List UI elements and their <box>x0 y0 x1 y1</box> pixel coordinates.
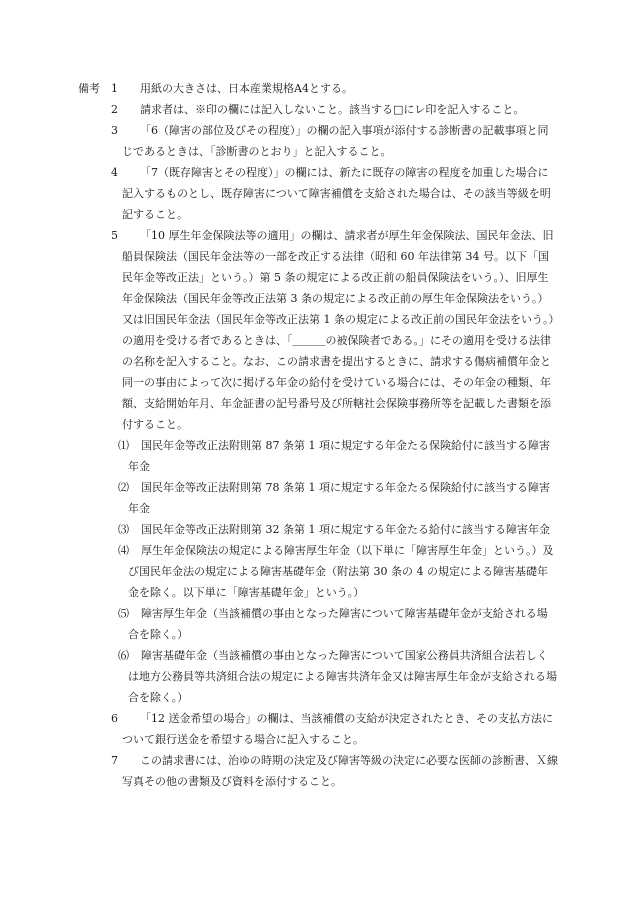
subitem-number: ⑹ <box>118 649 129 662</box>
subitem-4 <box>78 540 558 603</box>
note-number: 2 <box>111 103 118 116</box>
subitem-number: ⑵ <box>118 481 129 494</box>
note-number: 1 <box>111 82 118 95</box>
note-text: この請求書には、治ゆの時期の決定及び障害等級の決定に必要な医師の診断書、Ｘ線写真その他の書類及び資料を添付すること。 <box>122 754 558 788</box>
subitem-number: ⑴ <box>118 439 129 452</box>
subitem-text: 国民年金等改正法附則第 87 条第 1 項に規定する年金たる保険給付に該当する障害年金 <box>128 439 550 473</box>
note-5 <box>78 225 558 435</box>
note-1 <box>78 78 558 99</box>
note-4 <box>78 162 558 225</box>
subitem-text: 障害基礎年金（当該補償の事由となった障害について国家公務員共済組合法若しくは地方公務員等共済組合法の規定による障害共済年金又は障害厚生年金が支給される場合を除く。） <box>128 649 557 704</box>
subitem-text: 障害厚生年金（当該補償の事由となった障害について障害基礎年金が支給される場合を除く。） <box>128 607 548 641</box>
note-number: 7 <box>111 754 118 767</box>
subitem-text: 国民年金等改正法附則第 32 条第 1 項に規定する年金たる給付に該当する障害年金 <box>141 523 550 536</box>
note-2 <box>78 99 558 120</box>
note-number: 4 <box>111 166 118 179</box>
subitem-text: 厚生年金保険法の規定による障害厚生年金（以下単に「障害厚生年金」という。）及び国民年金法の規定による障害基礎年金（附法第 30 条の 4 の規定による障害基礎年金を除く。以下単に「障害基礎年金」という。） <box>128 544 554 599</box>
note-text: 「6（障害の部位及びその程度）」の欄の記入事項が添付する診断書の記載事項と同じであるときは、「診断書のとおり」と記入すること。 <box>122 124 549 158</box>
subitem-3 <box>78 519 558 540</box>
note-text: 用紙の大きさは、日本産業規格A4とする。 <box>140 82 353 95</box>
note-6 <box>78 708 558 750</box>
subitem-number: ⑷ <box>118 544 129 557</box>
subitem-number: ⑸ <box>118 607 129 620</box>
note-3 <box>78 120 558 162</box>
note-text: 「7（既存障害とその程度）」の欄には、新たに既存の障害の程度を加重した場合に記入するものとし、既存障害について障害補償を支給された場合は、その該当等級を明記すること。 <box>122 166 551 221</box>
note-text: 「10 厚生年金保険法等の適用」の欄は、請求者が厚生年金保険法、国民年金法、旧船員保険法（国民年金法等の一部を改正する法律（昭和 60 年法律第 34 号。以下「国民年金等改正法」という。）第 5 条の規定による改正前の船員保険法をいう。）、旧厚生年金保険法（国民年金等改正法第 3 条の規定による改正前の厚生年金保険法をいう。）又は旧国民年金法（国民年金等改正法第 1 条の規定による改正前の国民年金法をいう。）の適用を受ける者であるときは、「＿＿＿の被保険者である。」にその適用を受ける法律の名称を記入すること。なお、この請求書を提出するときに、請求する傷病補償年金と同一の事由によって次に掲げる年金の給付を受けている場合には、その年金の種類、年額、支給開始年月、年金証書の記号番号及び所轄社会保険事務所等を記載した書類を添付すること。 <box>122 229 554 431</box>
notes-label: 備考 <box>78 82 100 95</box>
subitem-number: ⑶ <box>118 523 129 536</box>
note-number: 3 <box>111 124 118 137</box>
subitem-1 <box>78 435 558 477</box>
subitem-2 <box>78 477 558 519</box>
note-text: 「12 送金希望の場合」の欄は、当該補償の支給が決定されたとき、その支払方法について銀行送金を希望する場合に記入すること。 <box>122 712 554 746</box>
note-number: 5 <box>111 229 118 242</box>
note-7 <box>78 750 558 792</box>
notes-section <box>78 78 558 792</box>
subitem-text: 国民年金等改正法附則第 78 条第 1 項に規定する年金たる保険給付に該当する障害年金 <box>128 481 550 515</box>
subitem-5 <box>78 603 558 645</box>
note-text: 請求者は、※印の欄には記入しないこと。該当する□にレ印を記入すること。 <box>140 103 525 116</box>
note-number: 6 <box>111 712 118 725</box>
subitem-6 <box>78 645 558 708</box>
